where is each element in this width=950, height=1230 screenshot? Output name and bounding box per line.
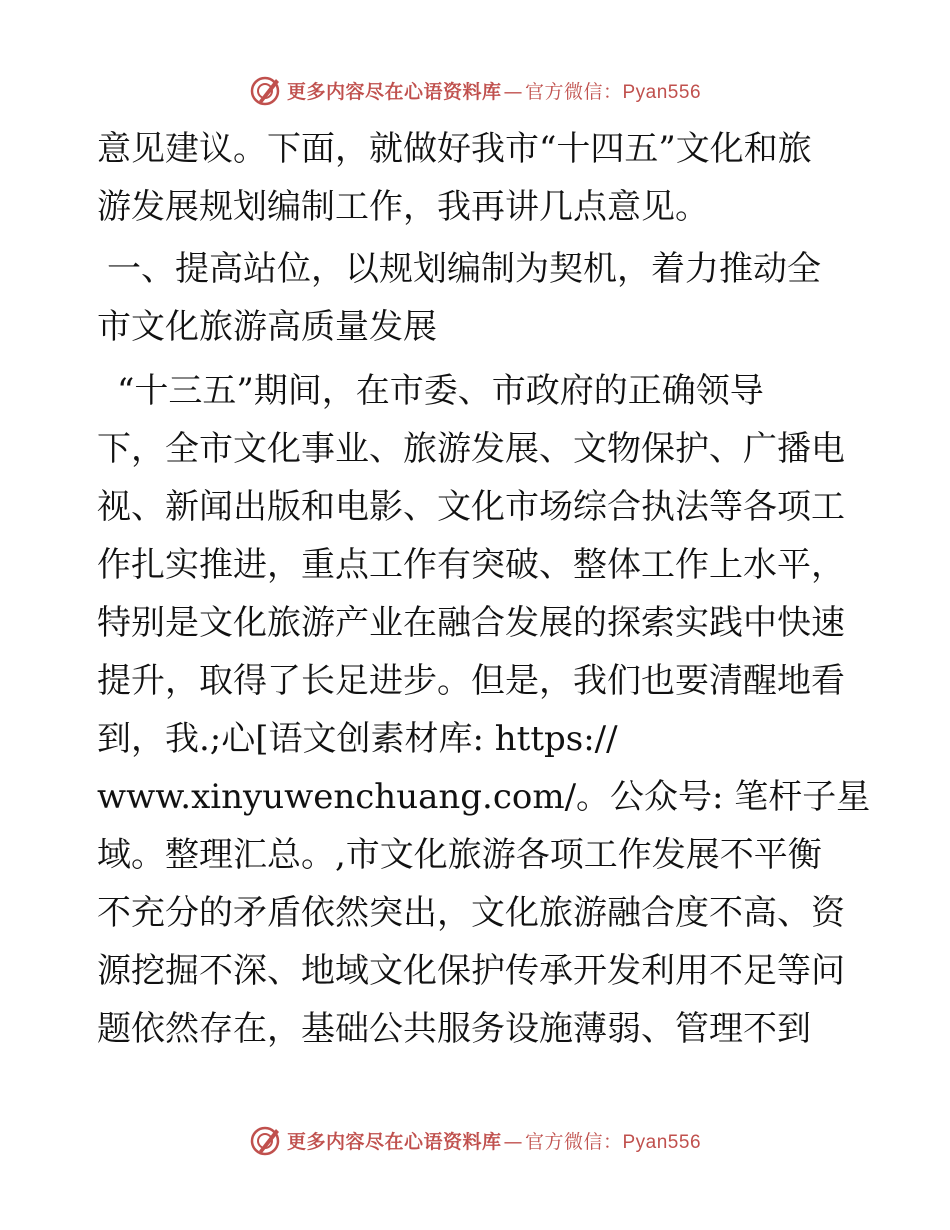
heading-line: 一、提高站位，以规划编制为契机，着力推动全 [107,249,821,289]
section-heading [97,240,857,356]
brush-logo-icon [249,73,283,107]
text-line: 不充分的矛盾依然突出，文化旅游融合度不高、资 [97,893,845,933]
text-line: 域。整理汇总。,市文化旅游各项工作发展不平衡 [97,835,822,875]
watermark-id: Pyan556 [622,81,702,103]
text-line: 作扎实推进，重点工作有突破、整体工作上水平， [97,545,845,585]
watermark-id: Pyan556 [622,1131,702,1153]
text-line: 意见建议。下面，就做好我市“十四五”文化和旅 [97,129,812,169]
text-line: 题依然存在，基础公共服务设施薄弱、管理不到 [97,1009,811,1049]
text-line: 下，全市文化事业、旅游发展、文物保护、广播电 [97,429,845,469]
paragraph-intro [97,120,857,236]
text-line: “十三五”期间，在市委、市政府的正确领导 [117,371,764,411]
watermark-main: 更多内容尽在心语资料库 [286,80,502,103]
header-watermark [0,72,950,108]
watermark-side: 官方微信： [524,80,623,103]
text-line: 特别是文化旅游产业在融合发展的探索实践中快速 [97,603,845,643]
text-line: 视、新闻出版和电影、文化市场综合执法等各项工 [97,487,845,527]
text-line: 源挖掘不深、地域文化保护传承开发利用不足等问 [97,951,845,991]
footer-watermark [0,1122,950,1158]
text-line: 到，我.;心[语文创素材库: https:// [97,719,618,759]
watermark-main: 更多内容尽在心语资料库 [286,1130,502,1153]
text-line: 游发展规划编制工作，我再讲几点意见。 [97,187,709,227]
document-body [97,120,871,1058]
watermark-text [287,77,701,104]
watermark-text [287,1127,701,1154]
paragraph-main [97,362,871,1058]
heading-line: 市文化旅游高质量发展 [97,307,437,347]
text-line: 提升，取得了长足进步。但是，我们也要清醒地看 [97,661,845,701]
watermark-dash: — [503,1130,523,1153]
brush-logo-icon [249,1123,283,1157]
text-line: www.xinyuwenchuang.com/。公众号: 笔杆子星 [97,777,871,817]
watermark-side: 官方微信： [524,1130,623,1153]
watermark-dash: — [503,80,523,103]
